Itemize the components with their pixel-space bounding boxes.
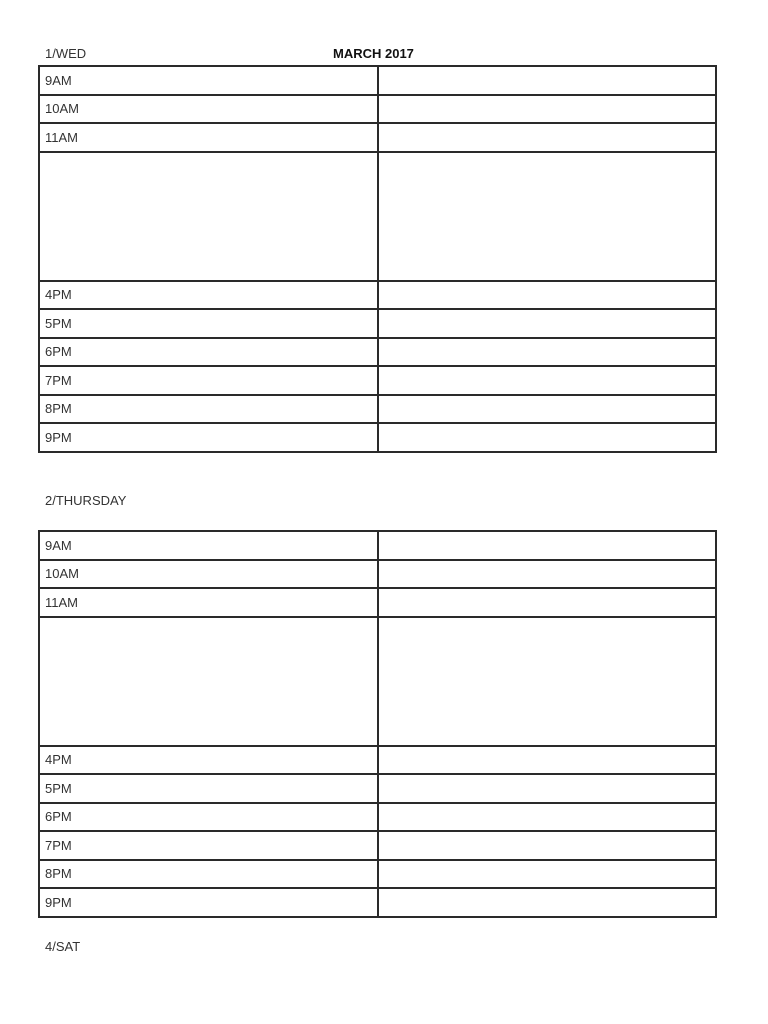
- entry-cell[interactable]: [378, 366, 716, 395]
- table-row: [39, 531, 716, 560]
- time-label: 5PM: [39, 774, 378, 803]
- time-label: 10AM: [39, 560, 378, 589]
- entry-cell[interactable]: [378, 95, 716, 124]
- table-row: [39, 860, 716, 889]
- entry-cell[interactable]: [378, 803, 716, 832]
- schedule-table-thursday: [38, 530, 717, 918]
- day-label-sat: 4/SAT: [45, 939, 81, 954]
- schedule-table-wed: [38, 65, 717, 453]
- day-label-wed: 1/WED: [45, 46, 87, 61]
- time-label: 11AM: [39, 588, 378, 617]
- entry-cell[interactable]: [378, 888, 716, 917]
- entry-cell[interactable]: [378, 831, 716, 860]
- table-row: [39, 746, 716, 775]
- entry-cell[interactable]: [378, 152, 716, 281]
- entry-cell[interactable]: [378, 617, 716, 746]
- entry-cell[interactable]: [378, 860, 716, 889]
- time-label: 4PM: [39, 746, 378, 775]
- day-label-thursday: 2/THURSDAY: [45, 493, 127, 508]
- table-row: [39, 366, 716, 395]
- time-label: 8PM: [39, 860, 378, 889]
- table-row: [39, 395, 716, 424]
- time-label: 9AM: [39, 66, 378, 95]
- time-label: 9PM: [39, 888, 378, 917]
- entry-cell[interactable]: [378, 281, 716, 310]
- table-row: [39, 338, 716, 367]
- time-label: 7PM: [39, 366, 378, 395]
- entry-cell[interactable]: [378, 588, 716, 617]
- table-row: [39, 95, 716, 124]
- time-label: 11AM: [39, 123, 378, 152]
- table-row: [39, 123, 716, 152]
- entry-cell[interactable]: [378, 123, 716, 152]
- table-row: [39, 888, 716, 917]
- time-label: 9PM: [39, 423, 378, 452]
- table-row: [39, 281, 716, 310]
- table-row: [39, 309, 716, 338]
- table-row: [39, 423, 716, 452]
- entry-cell[interactable]: [378, 774, 716, 803]
- table-row: [39, 560, 716, 589]
- time-label: [39, 152, 378, 281]
- entry-cell[interactable]: [378, 338, 716, 367]
- time-label: 4PM: [39, 281, 378, 310]
- entry-cell[interactable]: [378, 746, 716, 775]
- table-row: [39, 774, 716, 803]
- time-label: 6PM: [39, 338, 378, 367]
- entry-cell[interactable]: [378, 66, 716, 95]
- table-row: [39, 831, 716, 860]
- time-label: 9AM: [39, 531, 378, 560]
- table-row: [39, 66, 716, 95]
- entry-cell[interactable]: [378, 531, 716, 560]
- time-label: 7PM: [39, 831, 378, 860]
- table-row: [39, 588, 716, 617]
- entry-cell[interactable]: [378, 395, 716, 424]
- entry-cell[interactable]: [378, 560, 716, 589]
- table-row: [39, 617, 716, 746]
- table-row: [39, 152, 716, 281]
- time-label: 6PM: [39, 803, 378, 832]
- page-title: MARCH 2017: [333, 46, 414, 61]
- table-row: [39, 803, 716, 832]
- time-label: [39, 617, 378, 746]
- time-label: 8PM: [39, 395, 378, 424]
- time-label: 10AM: [39, 95, 378, 124]
- entry-cell[interactable]: [378, 309, 716, 338]
- time-label: 5PM: [39, 309, 378, 338]
- entry-cell[interactable]: [378, 423, 716, 452]
